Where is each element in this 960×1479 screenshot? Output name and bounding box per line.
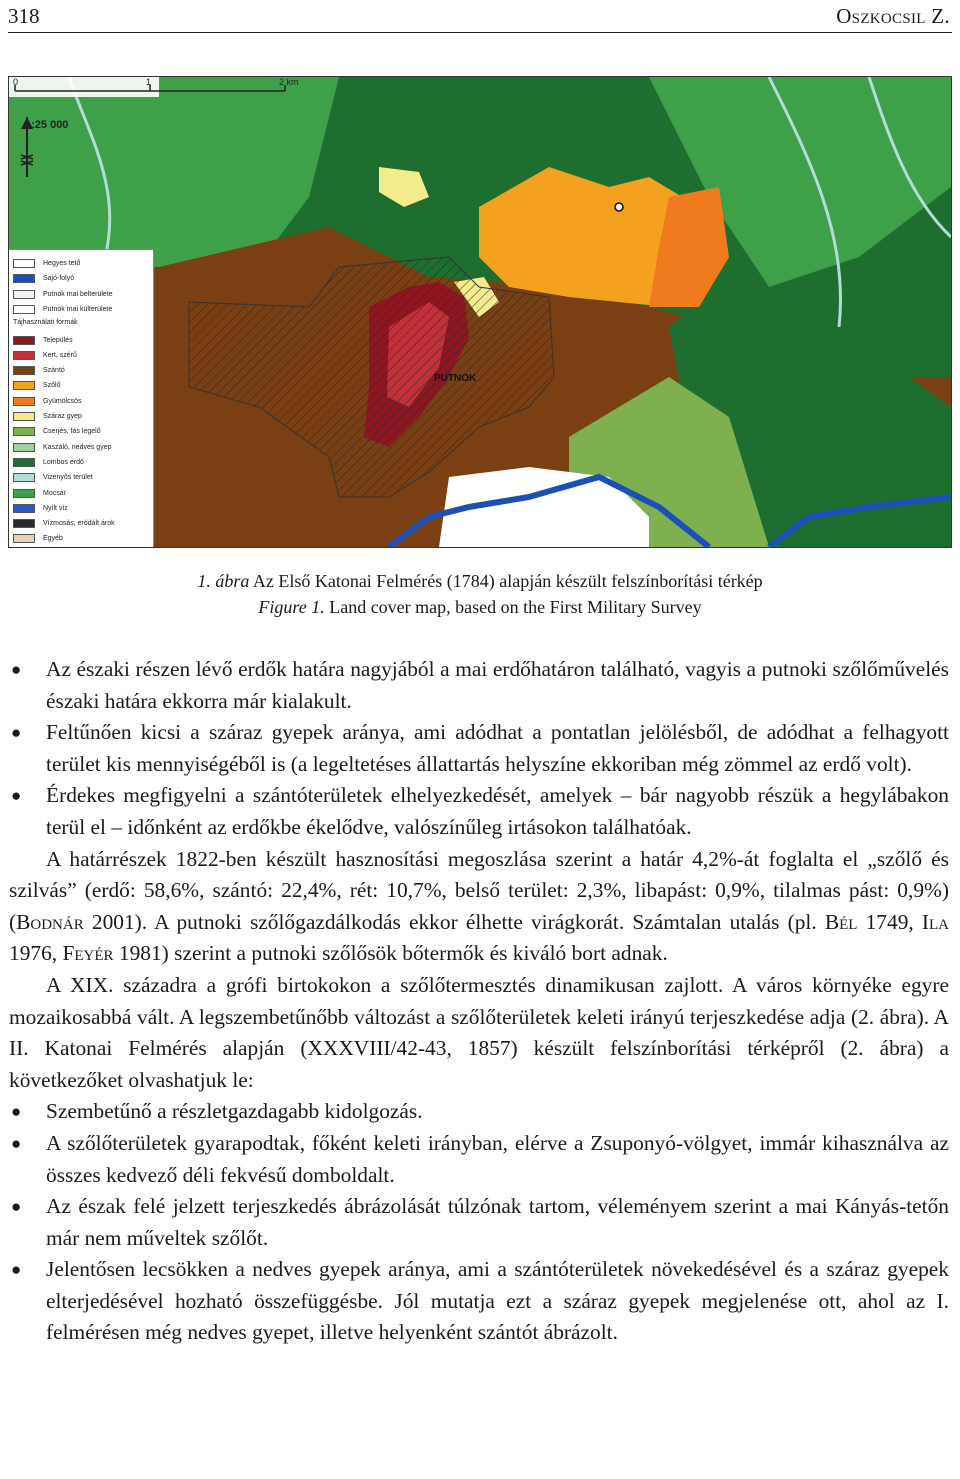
legend-swatch: [13, 351, 35, 360]
caption-prefix-hu: 1. ábra: [197, 571, 250, 591]
legend-item: [13, 396, 82, 407]
legend-swatch: [13, 489, 35, 498]
legend-item: [13, 411, 82, 422]
legend-item: [13, 304, 112, 315]
legend-heading: Tájhasználati formák: [13, 319, 78, 327]
legend-label: Szőlő: [43, 382, 61, 390]
legend-swatch: [13, 336, 35, 345]
legend-item: [13, 533, 63, 544]
figure-caption-hu: [0, 568, 960, 594]
bullet-text: Az észak felé jelzett terjeszkedés ábrázolását túlzónak tartom, véleményem szerint a mai Kányás-tetőn már nem műveltek szőlőt.: [46, 1194, 949, 1250]
legend-item: [13, 365, 65, 376]
legend-swatch: [13, 397, 35, 406]
legend-swatch: [13, 443, 35, 452]
legend-label: Sajó-folyó: [43, 275, 75, 283]
legend-label: Szántó: [43, 367, 65, 375]
legend-item: [13, 472, 93, 483]
bullet-item: ● Jelentősen lecsökken a nedves gyepek aránya, ami a szántóterületek növekedésével és a száraz gyepek elterjedésével hozható összefüggésbe. Jól mutatja ezt a száraz gyepek megjelenése ott, ahol az I. felmérésen még nedves gyepet, illetve helyenként szántót ábrázolt.: [11, 1257, 949, 1345]
legend-label: Vízmosás, eródált árok: [43, 520, 115, 528]
bullet-text: Az északi részen lévő erdők határa nagyjából a mai erdőhatáron található, vagyis a putnoki szőlőművelés északi határa ekkorra már kialakult.: [46, 657, 949, 713]
legend-item: [13, 258, 80, 269]
caption-text-hu: Az Első Katonai Felmérés (1784) alapján készült felszínborítási térkép: [249, 571, 763, 591]
legend-swatch: [13, 519, 35, 528]
legend-swatch: [13, 458, 35, 467]
legend-swatch: [13, 381, 35, 390]
legend-item: [13, 503, 68, 514]
legend-label: Mocsár: [43, 489, 66, 497]
legend-label: Gyümölcsös: [43, 397, 82, 405]
scale-label-1: 1: [146, 77, 152, 87]
page-number: 318: [8, 4, 40, 28]
caption-prefix-en: Figure 1.: [258, 597, 325, 617]
bullet-item: ● Az észak felé jelzett terjeszkedés ábrázolását túlzónak tartom, véleményem szerint a mai Kányás-tetőn már nem műveltek szőlőt.: [11, 1194, 949, 1250]
bullet-item: ● Feltűnően kicsi a száraz gyepek aránya, ami adódhat a pontatlan jelölésből, de adódhat a felhagyott terület kis mennyiségéből is (a legeltetéses állattartás helyszíne ekkoriban még zömmel az erdő volt).: [11, 720, 949, 776]
map-legend: [9, 249, 154, 547]
bullet-text: Érdekes megfigyelni a szántóterületek elhelyezkedését, amelyek – bár nagyobb részük a hegylábakon terül el – időnként az erdőkbe ékelődve, valószínűleg irtásokon találhatóak.: [46, 783, 949, 839]
legend-swatch: [13, 290, 35, 299]
bullet-item: ● Érdekes megfigyelni a szántóterületek elhelyezkedését, amelyek – bár nagyobb részük a hegylábakon terül el – időnként az erdőkbe ékelődve, valószínűleg irtásokon találhatóak.: [11, 783, 949, 839]
bullet-item: ● Szembetűnő a részletgazdagabb kidolgozás.: [11, 1099, 423, 1124]
legend-item: [13, 426, 101, 437]
legend-swatch: [13, 366, 35, 375]
paragraph: A XIX. századra a grófi birtokokon a szőlőtermesztés dinamikusan zajlott. A város környéke egyre mozaikosabbá vált. A legszembetűnőbb változást a szőlőterületek keleti irányú terjeszkedése adja (2. ábra). A II. Katonai Felmérés alapján (XXXVIII/42-43, 1857) készült felszínborítási térképről (2. ábra) a következőket olvashatjuk le:: [9, 972, 949, 1092]
legend-label: Putnok mai külterülete: [43, 305, 113, 313]
legend-item: [13, 273, 74, 284]
legend-label: Kert, szérű: [43, 351, 77, 359]
citation-author: Feyér: [62, 941, 114, 966]
running-author: Oszkocsil Z.: [836, 4, 950, 28]
scale-label-2: 2 km: [279, 77, 299, 87]
citation-author: Bodnár: [16, 909, 84, 934]
figure-caption-en: [0, 594, 960, 620]
bullet-text: Szembetűnő a részletgazdagabb kidolgozás.: [46, 1099, 423, 1124]
legend-swatch: [13, 274, 35, 283]
legend-label: Cserjés, fás legelő: [43, 428, 101, 436]
citation-author: Ila: [921, 909, 949, 934]
legend-item: [13, 518, 115, 529]
legend-swatch: [13, 504, 35, 513]
caption-text-en: Land cover map, based on the First Military Survey: [324, 597, 702, 617]
legend-label: Putnok mai belterülete: [43, 290, 113, 298]
legend-label: Település: [43, 336, 73, 344]
legend-swatch: [13, 305, 35, 314]
legend-item: [13, 289, 113, 300]
legend-item: [13, 442, 112, 453]
scale-ratio: 1:25 000: [25, 119, 69, 131]
legend-label: Kaszáló, nedves gyep: [43, 443, 112, 451]
legend-swatch: [13, 473, 35, 482]
town-label: PUTNOK: [434, 373, 477, 384]
legend-item: [13, 380, 61, 391]
bullet-text: Jelentősen lecsökken a nedves gyepek aránya, ami a szántóterületek növekedésével és a száraz gyepek elterjedésével hozható összefüggésbe. Jól mutatja ezt a száraz gyepek megjelenése ott, ahol az I. felmérésen még nedves gyepet, illetve helyenként szántót ábrázolt.: [46, 1257, 949, 1345]
legend-item: [13, 457, 84, 468]
body-text: [9, 654, 949, 1349]
land-cover-map: [8, 76, 952, 548]
legend-label: Hegyes tető: [43, 260, 81, 267]
summit-marker: [615, 203, 623, 211]
bullet-item: ● Az északi részen lévő erdők határa nagyjából a mai erdőhatáron található, vagyis a putnoki szőlőművelés északi határa ekkorra már kialakult.: [11, 657, 949, 713]
legend-label: Száraz gyep: [43, 413, 82, 420]
legend-label: Nyílt víz: [43, 504, 68, 512]
legend-swatch: [13, 259, 35, 268]
legend-swatch: [13, 412, 35, 421]
citation-author: Bél: [824, 909, 858, 934]
legend-swatch: [13, 427, 35, 436]
scale-label-0: 0: [13, 77, 19, 87]
legend-label: Lombos erdő: [43, 458, 84, 466]
running-header: [8, 0, 952, 33]
bullet-text: Feltűnően kicsi a száraz gyepek aránya, ami adódhat a pontatlan jelölésből, de adódhat a felhagyott terület kis mennyiségéből is (a legeltetéses állattartás helyszíne ekkoriban még zömmel az erdő volt).: [46, 720, 949, 776]
legend-item: [13, 488, 66, 499]
legend-item: [13, 335, 73, 346]
paragraph: A határrészek 1822-ben készült hasznosítási megoszlása szerint a határ 4,2%-át foglalta el „szőlő és szilvás” (erdő: 58,6%, szántó: 22,4%, rét: 10,7%, belső terület: 2,3%, libapást: 0,9%, tilalmas pást: 0,9%) (Bodnár 2001). A putnoki szőlőgazdálkodás ekkor élhette virágkorát. Számtalan utalás (pl. Bél 1749, Ila 1976, Feyér 1981) szerint a putnoki szőlősök bőtermők és kiváló bort adnak.: [9, 846, 949, 966]
legend-swatch: [13, 534, 35, 543]
bullet-item: ● A szőlőterületek gyarapodtak, főként keleti irányban, elérve a Zsuponyó-völgyet, immár kihasználva az összes kedvező déli fekvésű domboldalt.: [11, 1130, 949, 1187]
legend-label: Egyéb: [43, 535, 63, 543]
legend-label: Vizenyős terület: [43, 474, 93, 482]
legend-item: [13, 350, 77, 361]
bullet-text: A szőlőterületek gyarapodtak, főként keleti irányban, elérve a Zsuponyó-völgyet, immár kihasználva az összes kedvező déli fekvésű domboldalt.: [46, 1130, 949, 1187]
